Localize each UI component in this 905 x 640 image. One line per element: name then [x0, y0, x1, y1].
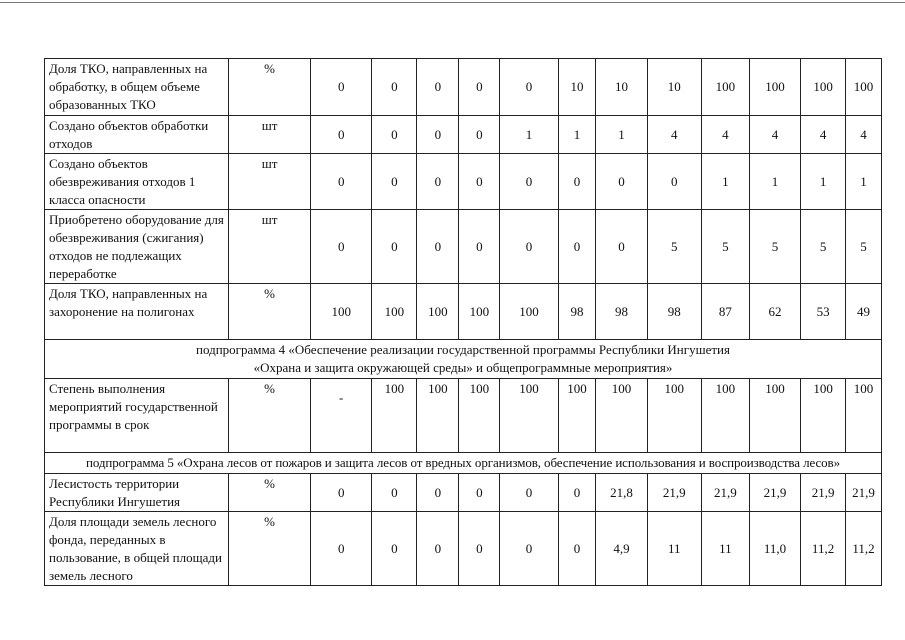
value-cell: 21,9: [647, 474, 701, 512]
value-cell: 21,9: [801, 474, 846, 512]
value-cell: 11: [701, 512, 749, 586]
value-cell: 0: [417, 154, 459, 210]
value-cell: 0: [372, 474, 417, 512]
value-cell: 98: [596, 284, 647, 340]
value-cell: 5: [846, 210, 882, 284]
value-cell: 0: [372, 210, 417, 284]
subprogram-4-heading: [45, 340, 882, 379]
value-cell: 0: [459, 116, 500, 154]
indicator-name: Доля ТКО, направленных на обработку, в общем объеме образованных ТКО: [45, 59, 229, 116]
value-cell: 0: [311, 210, 372, 284]
value-cell: 0: [417, 116, 459, 154]
subprogram-4-title-line-2: «Охрана и защита окружающей среды» и общепрограммные мероприятия»: [253, 360, 673, 375]
value-cell: 0: [500, 474, 558, 512]
subprogram-4-title-line-1: подпрограмма 4 «Обеспечение реализации государственной программы Республики Ингушетия: [196, 342, 730, 357]
value-cell: 53: [801, 284, 846, 340]
value-cell: 0: [500, 59, 558, 116]
value-cell: 10: [647, 59, 701, 116]
value-cell: 4: [801, 116, 846, 154]
indicator-name: Создано объектов обработки отходов: [45, 116, 229, 154]
value-cell: 4,9: [596, 512, 647, 586]
value-cell: 100: [749, 59, 800, 116]
value-cell: 98: [558, 284, 596, 340]
value-cell: 100: [500, 284, 558, 340]
value-cell: 0: [372, 59, 417, 116]
value-cell: 0: [558, 210, 596, 284]
table-row: [45, 59, 882, 116]
table-row: [45, 116, 882, 154]
value-cell: 1: [596, 116, 647, 154]
value-cell: 0: [311, 116, 372, 154]
indicator-unit: %: [229, 474, 311, 512]
value-cell: 1: [558, 116, 596, 154]
value-cell: 5: [701, 210, 749, 284]
indicator-unit: шт: [229, 154, 311, 210]
value-cell: 100: [459, 284, 500, 340]
value-cell: 100: [846, 379, 882, 453]
value-cell: 1: [500, 116, 558, 154]
value-cell: 0: [372, 512, 417, 586]
value-cell: 0: [417, 210, 459, 284]
indicators-table: [44, 58, 882, 586]
value-cell: 100: [311, 284, 372, 340]
section-row: [45, 340, 882, 379]
value-cell: 100: [749, 379, 800, 453]
value-cell: 21,9: [749, 474, 800, 512]
subprogram-5-title-line-1: подпрограмма 5 «Охрана лесов от пожаров и защита лесов от вредных организмов, обеспечение использования и воспроизводства лесов»: [86, 455, 840, 470]
value-cell: 0: [558, 154, 596, 210]
table-row: [45, 474, 882, 512]
value-cell: 0: [459, 59, 500, 116]
value-cell: -: [311, 379, 372, 453]
value-cell: 1: [701, 154, 749, 210]
value-cell: 100: [417, 379, 459, 453]
indicator-name: Лесистость территории Республики Ингушетия: [45, 474, 229, 512]
table-row: [45, 284, 882, 340]
indicator-name: Доля площади земель лесного фонда, переданных в пользование, в общей площади земель лесного: [45, 512, 229, 586]
value-cell: 87: [701, 284, 749, 340]
value-cell: 1: [846, 154, 882, 210]
value-cell: 62: [749, 284, 800, 340]
value-cell: 0: [558, 512, 596, 586]
indicator-unit: %: [229, 512, 311, 586]
section-row: [45, 453, 882, 474]
value-cell: 0: [500, 154, 558, 210]
value-cell: 100: [701, 59, 749, 116]
value-cell: 0: [311, 474, 372, 512]
value-cell: 0: [459, 512, 500, 586]
value-cell: 100: [459, 379, 500, 453]
value-cell: 5: [749, 210, 800, 284]
value-cell: 21,9: [846, 474, 882, 512]
table-row: [45, 154, 882, 210]
value-cell: 0: [596, 154, 647, 210]
indicator-unit: %: [229, 379, 311, 453]
value-cell: 0: [459, 474, 500, 512]
indicator-name: Степень выполнения мероприятий государственной программы в срок: [45, 379, 229, 453]
value-cell: 0: [459, 154, 500, 210]
value-cell: 21,8: [596, 474, 647, 512]
indicator-unit: шт: [229, 210, 311, 284]
value-cell: 4: [749, 116, 800, 154]
page-top-border: [0, 2, 905, 3]
subprogram-5-heading: [45, 453, 882, 474]
indicator-name: Создано объектов обезвреживания отходов 1 класса опасности: [45, 154, 229, 210]
value-cell: 0: [372, 116, 417, 154]
indicator-name: Приобретено оборудование для обезвреживания (сжигания) отходов не подлежащих переработке: [45, 210, 229, 284]
value-cell: 4: [647, 116, 701, 154]
value-cell: 0: [311, 512, 372, 586]
value-cell: 100: [372, 379, 417, 453]
value-cell: 10: [558, 59, 596, 116]
value-cell: 0: [647, 154, 701, 210]
value-cell: 100: [846, 59, 882, 116]
value-cell: 0: [500, 512, 558, 586]
value-cell: 10: [596, 59, 647, 116]
value-cell: 4: [846, 116, 882, 154]
value-cell: 0: [417, 59, 459, 116]
value-cell: 11,2: [801, 512, 846, 586]
value-cell: 1: [749, 154, 800, 210]
table-row: [45, 210, 882, 284]
indicator-unit: %: [229, 284, 311, 340]
indicator-unit: шт: [229, 116, 311, 154]
value-cell: 21,9: [701, 474, 749, 512]
indicators-table-body: [45, 59, 882, 586]
value-cell: 0: [417, 474, 459, 512]
value-cell: 100: [701, 379, 749, 453]
value-cell: 0: [500, 210, 558, 284]
value-cell: 11,0: [749, 512, 800, 586]
value-cell: 49: [846, 284, 882, 340]
value-cell: 0: [372, 154, 417, 210]
value-cell: 100: [558, 379, 596, 453]
value-cell: 0: [558, 474, 596, 512]
value-cell: 1: [801, 154, 846, 210]
value-cell: 0: [311, 59, 372, 116]
value-cell: 5: [647, 210, 701, 284]
indicator-unit: %: [229, 59, 311, 116]
table-row: [45, 512, 882, 586]
value-cell: 11,2: [846, 512, 882, 586]
value-cell: 0: [417, 512, 459, 586]
indicator-name: Доля ТКО, направленных на захоронение на полигонах: [45, 284, 229, 340]
value-cell: 100: [596, 379, 647, 453]
value-cell: 100: [372, 284, 417, 340]
value-cell: 100: [801, 59, 846, 116]
value-cell: 0: [311, 154, 372, 210]
value-cell: 0: [459, 210, 500, 284]
value-cell: 11: [647, 512, 701, 586]
value-cell: 100: [647, 379, 701, 453]
value-cell: 100: [417, 284, 459, 340]
value-cell: 0: [596, 210, 647, 284]
value-cell: 100: [500, 379, 558, 453]
value-cell: 4: [701, 116, 749, 154]
value-cell: 98: [647, 284, 701, 340]
table-row: [45, 379, 882, 453]
value-cell: 5: [801, 210, 846, 284]
value-cell: 100: [801, 379, 846, 453]
